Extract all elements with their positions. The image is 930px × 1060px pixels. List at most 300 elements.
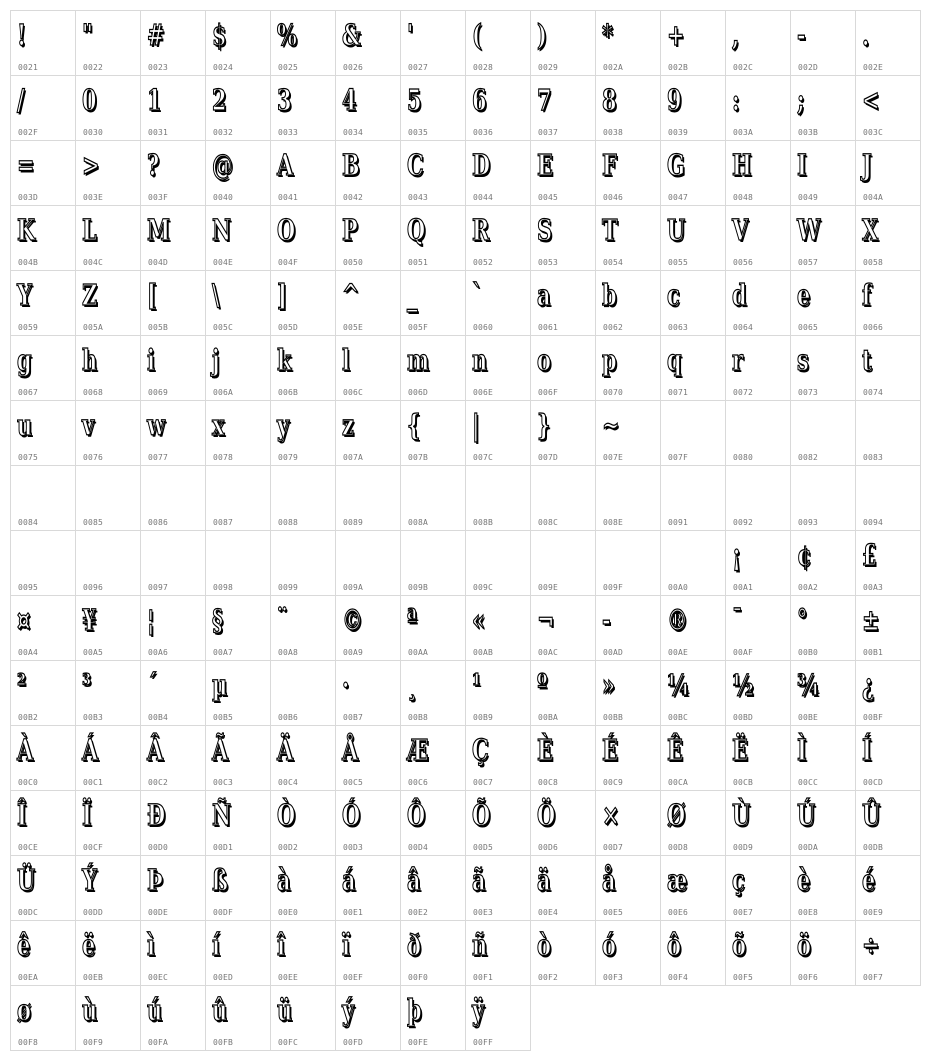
glyph-cell xyxy=(270,790,336,856)
glyph-code-label: 005A xyxy=(83,323,104,332)
glyph-code-label: 00F3 xyxy=(603,973,624,982)
glyph-cell xyxy=(790,465,856,531)
glyph-char: ² xyxy=(17,668,27,702)
glyph-code-label: 0085 xyxy=(83,518,104,527)
glyph-code-label: 00D5 xyxy=(473,843,494,852)
glyph-char: ª xyxy=(407,603,418,637)
glyph-code-label: 00FA xyxy=(148,1038,169,1047)
glyph-cell xyxy=(725,595,791,661)
glyph-cell xyxy=(335,790,401,856)
glyph-char: d xyxy=(732,278,747,312)
glyph-char: ´ xyxy=(147,668,158,702)
glyph-char: Å xyxy=(342,733,359,767)
glyph-cell xyxy=(790,920,856,986)
glyph-code-label: 00D6 xyxy=(538,843,559,852)
glyph-code-label: 00AB xyxy=(473,648,494,657)
glyph-char: ~ xyxy=(602,408,620,442)
glyph-cell xyxy=(660,595,726,661)
glyph-code-label: 0095 xyxy=(18,583,39,592)
glyph-code-label: 00DA xyxy=(798,843,819,852)
glyph-char: l xyxy=(342,343,350,377)
glyph-char: ^ xyxy=(342,278,360,312)
glyph-code-label: 002F xyxy=(18,128,39,137)
glyph-code-label: 006E xyxy=(473,388,494,397)
glyph-code-label: 0078 xyxy=(213,453,234,462)
glyph-char: i xyxy=(147,343,155,377)
glyph-cell xyxy=(400,140,466,206)
glyph-code-label: 00EF xyxy=(343,973,364,982)
glyph-code-label: 0024 xyxy=(213,63,234,72)
glyph-char: Ü xyxy=(17,863,36,897)
glyph-cell xyxy=(140,660,206,726)
glyph-code-label: 00C5 xyxy=(343,778,364,787)
glyph-cell xyxy=(660,725,726,791)
glyph-cell xyxy=(660,920,726,986)
glyph-cell xyxy=(75,985,141,1051)
glyph-char: æ xyxy=(667,863,688,897)
glyph-cell xyxy=(660,790,726,856)
glyph-cell xyxy=(595,465,661,531)
glyph-cell xyxy=(855,530,921,596)
glyph-code-label: 007E xyxy=(603,453,624,462)
glyph-cell xyxy=(530,465,596,531)
glyph-code-label: 00A0 xyxy=(668,583,689,592)
glyph-code-label: 00E1 xyxy=(343,908,364,917)
glyph-cell xyxy=(725,10,791,76)
glyph-cell xyxy=(335,855,401,921)
glyph-char: ø xyxy=(17,993,31,1027)
glyph-cell xyxy=(10,140,76,206)
glyph-cell xyxy=(660,270,726,336)
glyph-code-label: 0048 xyxy=(733,193,754,202)
glyph-cell xyxy=(75,10,141,76)
glyph-code-label: 0086 xyxy=(148,518,169,527)
glyph-code-label: 004B xyxy=(18,258,39,267)
glyph-cell xyxy=(140,790,206,856)
glyph-cell xyxy=(205,205,271,271)
glyph-char: n xyxy=(472,343,488,377)
glyph-char: z xyxy=(342,408,354,442)
glyph-cell xyxy=(790,140,856,206)
glyph-cell xyxy=(855,660,921,726)
glyph-cell xyxy=(10,855,76,921)
glyph-char: § xyxy=(212,603,223,637)
glyph-char: / xyxy=(17,83,25,117)
glyph-cell xyxy=(270,75,336,141)
glyph-code-label: 00F7 xyxy=(863,973,884,982)
glyph-code-label: 005B xyxy=(148,323,169,332)
glyph-code-label: 00B7 xyxy=(343,713,364,722)
glyph-char: & xyxy=(342,18,361,52)
glyph-code-label: 00C8 xyxy=(538,778,559,787)
glyph-code-label: 0026 xyxy=(343,63,364,72)
glyph-char: ó xyxy=(602,928,616,962)
glyph-char: y xyxy=(277,408,290,442)
glyph-cell xyxy=(725,920,791,986)
glyph-char: _ xyxy=(407,278,418,312)
glyph-code-label: 00A9 xyxy=(343,648,364,657)
glyph-code-label: 007C xyxy=(473,453,494,462)
glyph-cell xyxy=(335,725,401,791)
glyph-cell xyxy=(855,855,921,921)
glyph-char: u xyxy=(17,408,33,442)
glyph-code-label: 00A7 xyxy=(213,648,234,657)
glyph-cell xyxy=(790,75,856,141)
glyph-code-label: 00C9 xyxy=(603,778,624,787)
glyph-code-label: 0037 xyxy=(538,128,559,137)
glyph-cell xyxy=(465,465,531,531)
glyph-code-label: 00C6 xyxy=(408,778,429,787)
glyph-code-label: 0039 xyxy=(668,128,689,137)
glyph-char: < xyxy=(862,83,880,117)
glyph-char: ü xyxy=(277,993,293,1027)
glyph-code-label: 002A xyxy=(603,63,624,72)
glyph-cell xyxy=(75,530,141,596)
glyph-code-label: 0031 xyxy=(148,128,169,137)
glyph-cell xyxy=(75,205,141,271)
glyph-cell xyxy=(270,985,336,1051)
glyph-char: f xyxy=(862,278,871,312)
glyph-cell xyxy=(465,530,531,596)
glyph-cell xyxy=(790,270,856,336)
glyph-code-label: 0042 xyxy=(343,193,364,202)
glyph-code-label: 009F xyxy=(603,583,624,592)
glyph-char: F xyxy=(602,148,617,182)
glyph-code-label: 005D xyxy=(278,323,299,332)
glyph-char: Û xyxy=(862,798,881,832)
glyph-cell xyxy=(10,530,76,596)
glyph-cell xyxy=(205,400,271,466)
glyph-cell xyxy=(75,270,141,336)
glyph-char: { xyxy=(407,408,421,442)
glyph-code-label: 00E0 xyxy=(278,908,299,917)
glyph-char: > xyxy=(82,148,100,182)
glyph-code-label: 0065 xyxy=(798,323,819,332)
glyph-cell xyxy=(530,75,596,141)
glyph-cell xyxy=(465,855,531,921)
glyph-cell xyxy=(10,920,76,986)
glyph-char: ( xyxy=(472,18,482,52)
glyph-code-label: 0068 xyxy=(83,388,104,397)
glyph-char: » xyxy=(602,668,616,702)
glyph-code-label: 0047 xyxy=(668,193,689,202)
glyph-code-label: 00A2 xyxy=(798,583,819,592)
glyph-cell xyxy=(335,985,401,1051)
glyph-cell xyxy=(855,790,921,856)
glyph-code-label: 00B8 xyxy=(408,713,429,722)
glyph-char: ® xyxy=(667,603,688,637)
glyph-char: a xyxy=(537,278,551,312)
glyph-cell xyxy=(465,10,531,76)
glyph-char: S xyxy=(537,213,553,247)
glyph-char: ) xyxy=(537,18,547,52)
glyph-char: x xyxy=(212,408,225,442)
glyph-char: Ï xyxy=(82,798,92,832)
glyph-code-label: 006A xyxy=(213,388,234,397)
glyph-cell xyxy=(10,985,76,1051)
glyph-cell xyxy=(855,920,921,986)
glyph-code-label: 007D xyxy=(538,453,559,462)
glyph-char: + xyxy=(667,18,685,52)
glyph-char: 5 xyxy=(407,83,422,117)
glyph-code-label: 00AA xyxy=(408,648,429,657)
glyph-cell xyxy=(400,10,466,76)
glyph-cell xyxy=(595,205,661,271)
glyph-cell xyxy=(270,920,336,986)
glyph-char: Â xyxy=(147,733,164,767)
glyph-char: : xyxy=(732,83,740,117)
glyph-cell xyxy=(270,725,336,791)
glyph-char: # xyxy=(147,18,165,52)
glyph-code-label: 00CD xyxy=(863,778,884,787)
glyph-code-label: 00B6 xyxy=(278,713,299,722)
glyph-code-label: 0073 xyxy=(798,388,819,397)
glyph-cell xyxy=(855,140,921,206)
glyph-char: A xyxy=(277,148,294,182)
glyph-cell xyxy=(335,400,401,466)
glyph-char: Á xyxy=(82,733,99,767)
glyph-cell xyxy=(595,10,661,76)
glyph-code-label: 00B5 xyxy=(213,713,234,722)
glyph-char: ¯ xyxy=(732,603,743,637)
glyph-code-label: 00B4 xyxy=(148,713,169,722)
glyph-char: Ä xyxy=(277,733,294,767)
glyph-code-label: 0091 xyxy=(668,518,689,527)
glyph-char: 1 xyxy=(147,83,162,117)
glyph-char: p xyxy=(602,343,617,377)
glyph-char: Ë xyxy=(732,733,748,767)
glyph-code-label: 0072 xyxy=(733,388,754,397)
glyph-cell xyxy=(530,725,596,791)
glyph-char: 6 xyxy=(472,83,487,117)
glyph-char: Ã xyxy=(212,733,229,767)
glyph-char: h xyxy=(82,343,98,377)
glyph-code-label: 00EE xyxy=(278,973,299,982)
glyph-code-label: 00EC xyxy=(148,973,169,982)
glyph-code-label: 00AF xyxy=(733,648,754,657)
glyph-cell xyxy=(205,920,271,986)
glyph-char: â xyxy=(407,863,421,897)
glyph-code-label: 0071 xyxy=(668,388,689,397)
glyph-cell xyxy=(465,400,531,466)
glyph-cell xyxy=(10,400,76,466)
glyph-char: Ò xyxy=(277,798,296,832)
glyph-char: ] xyxy=(277,278,287,312)
glyph-cell xyxy=(270,595,336,661)
glyph-cell xyxy=(660,10,726,76)
glyph-cell xyxy=(10,660,76,726)
glyph-code-label: 00B2 xyxy=(18,713,39,722)
glyph-char: } xyxy=(537,408,551,442)
glyph-code-label: 0035 xyxy=(408,128,429,137)
glyph-char: J xyxy=(862,148,872,182)
glyph-code-label: 009A xyxy=(343,583,364,592)
glyph-char: ¨ xyxy=(277,603,288,637)
glyph-char: ç xyxy=(732,863,745,897)
glyph-code-label: 0021 xyxy=(18,63,39,72)
glyph-char: R xyxy=(472,213,490,247)
glyph-code-label: 0088 xyxy=(278,518,299,527)
glyph-code-label: 00A8 xyxy=(278,648,299,657)
glyph-code-label: 002E xyxy=(863,63,884,72)
glyph-char: Ç xyxy=(472,733,489,767)
glyph-char: ß xyxy=(212,863,228,897)
glyph-char: P xyxy=(342,213,358,247)
glyph-cell xyxy=(75,75,141,141)
glyph-cell xyxy=(205,530,271,596)
glyph-code-label: 00C0 xyxy=(18,778,39,787)
glyph-code-label: 00C2 xyxy=(148,778,169,787)
glyph-cell xyxy=(140,985,206,1051)
glyph-char: = xyxy=(17,148,35,182)
glyph-code-label: 004E xyxy=(213,258,234,267)
glyph-code-label: 00B0 xyxy=(798,648,819,657)
glyph-char: · xyxy=(342,668,350,702)
glyph-char: j xyxy=(212,343,220,377)
glyph-char: , xyxy=(732,18,740,52)
glyph-cell xyxy=(595,140,661,206)
glyph-cell xyxy=(725,790,791,856)
glyph-code-label: 0045 xyxy=(538,193,559,202)
glyph-cell xyxy=(205,790,271,856)
glyph-cell xyxy=(595,595,661,661)
glyph-cell xyxy=(530,205,596,271)
glyph-code-label: 00F5 xyxy=(733,973,754,982)
glyph-cell xyxy=(75,400,141,466)
glyph-cell xyxy=(140,270,206,336)
glyph-code-label: 0097 xyxy=(148,583,169,592)
glyph-char: å xyxy=(602,863,616,897)
glyph-cell xyxy=(10,595,76,661)
glyph-code-label: 007A xyxy=(343,453,364,462)
glyph-cell xyxy=(595,335,661,401)
glyph-code-label: 0038 xyxy=(603,128,624,137)
glyph-code-label: 00B3 xyxy=(83,713,104,722)
glyph-cell xyxy=(660,75,726,141)
glyph-char: ? xyxy=(147,148,160,182)
glyph-code-label: 0023 xyxy=(148,63,169,72)
glyph-cell xyxy=(10,465,76,531)
glyph-char: é xyxy=(862,863,876,897)
glyph-code-label: 00CB xyxy=(733,778,754,787)
glyph-cell xyxy=(270,10,336,76)
glyph-cell xyxy=(205,725,271,791)
glyph-char: B xyxy=(342,148,360,182)
glyph-code-label: 00FF xyxy=(473,1038,494,1047)
glyph-code-label: 00F9 xyxy=(83,1038,104,1047)
glyph-code-label: 004A xyxy=(863,193,884,202)
glyph-char: Z xyxy=(82,278,98,312)
glyph-code-label: 003A xyxy=(733,128,754,137)
glyph-code-label: 007B xyxy=(408,453,429,462)
glyph-cell xyxy=(140,10,206,76)
glyph-cell xyxy=(595,75,661,141)
glyph-char: ± xyxy=(862,603,880,637)
glyph-code-label: 0057 xyxy=(798,258,819,267)
glyph-code-label: 0025 xyxy=(278,63,299,72)
glyph-cell xyxy=(465,140,531,206)
glyph-cell xyxy=(465,790,531,856)
glyph-cell xyxy=(270,465,336,531)
glyph-code-label: 006D xyxy=(408,388,429,397)
glyph-code-label: 00BE xyxy=(798,713,819,722)
glyph-code-label: 0030 xyxy=(83,128,104,137)
glyph-code-label: 00F2 xyxy=(538,973,559,982)
glyph-cell xyxy=(205,270,271,336)
glyph-cell xyxy=(660,465,726,531)
glyph-cell xyxy=(465,335,531,401)
glyph-cell xyxy=(660,400,726,466)
glyph-char: E xyxy=(537,148,553,182)
glyph-char: t xyxy=(862,343,872,377)
glyph-code-label: 004F xyxy=(278,258,299,267)
glyph-code-label: 003C xyxy=(863,128,884,137)
glyph-cell xyxy=(140,530,206,596)
glyph-char: U xyxy=(667,213,686,247)
glyph-code-label: 00AC xyxy=(538,648,559,657)
glyph-cell xyxy=(725,530,791,596)
glyph-code-label: 00A5 xyxy=(83,648,104,657)
glyph-code-label: 0070 xyxy=(603,388,624,397)
glyph-cell xyxy=(660,335,726,401)
glyph-code-label: 0036 xyxy=(473,128,494,137)
glyph-code-label: 0033 xyxy=(278,128,299,137)
glyph-char: - xyxy=(602,603,611,637)
glyph-code-label: 00BD xyxy=(733,713,754,722)
glyph-char: ö xyxy=(797,928,811,962)
glyph-cell xyxy=(530,790,596,856)
glyph-code-label: 00CC xyxy=(798,778,819,787)
glyph-cell xyxy=(400,855,466,921)
glyph-cell xyxy=(725,140,791,206)
glyph-char: 7 xyxy=(537,83,552,117)
glyph-code-label: 0069 xyxy=(148,388,169,397)
glyph-code-label: 00F0 xyxy=(408,973,429,982)
glyph-cell xyxy=(530,920,596,986)
glyph-char: ê xyxy=(17,928,31,962)
glyph-cell xyxy=(140,855,206,921)
glyph-code-label: 00F1 xyxy=(473,973,494,982)
glyph-char: ° xyxy=(797,603,808,637)
glyph-char: Ù xyxy=(732,798,751,832)
glyph-code-label: 00ED xyxy=(213,973,234,982)
glyph-cell xyxy=(205,595,271,661)
glyph-code-label: 0061 xyxy=(538,323,559,332)
glyph-code-label: 0064 xyxy=(733,323,754,332)
glyph-char: ¤ xyxy=(17,603,31,637)
glyph-cell xyxy=(855,10,921,76)
glyph-code-label: 0093 xyxy=(798,518,819,527)
glyph-char: ; xyxy=(797,83,805,117)
glyph-grid xyxy=(10,10,920,1050)
glyph-code-label: 00E3 xyxy=(473,908,494,917)
glyph-cell xyxy=(400,205,466,271)
glyph-code-label: 00C3 xyxy=(213,778,234,787)
glyph-cell xyxy=(400,790,466,856)
glyph-cell xyxy=(465,920,531,986)
glyph-cell xyxy=(75,140,141,206)
glyph-char: ! xyxy=(17,18,27,52)
glyph-code-label: 00DF xyxy=(213,908,234,917)
glyph-code-label: 00BA xyxy=(538,713,559,722)
glyph-cell xyxy=(270,660,336,726)
glyph-code-label: 0098 xyxy=(213,583,234,592)
glyph-cell xyxy=(335,270,401,336)
glyph-code-label: 0027 xyxy=(408,63,429,72)
glyph-cell xyxy=(790,10,856,76)
glyph-cell xyxy=(595,530,661,596)
glyph-code-label: 0029 xyxy=(538,63,559,72)
